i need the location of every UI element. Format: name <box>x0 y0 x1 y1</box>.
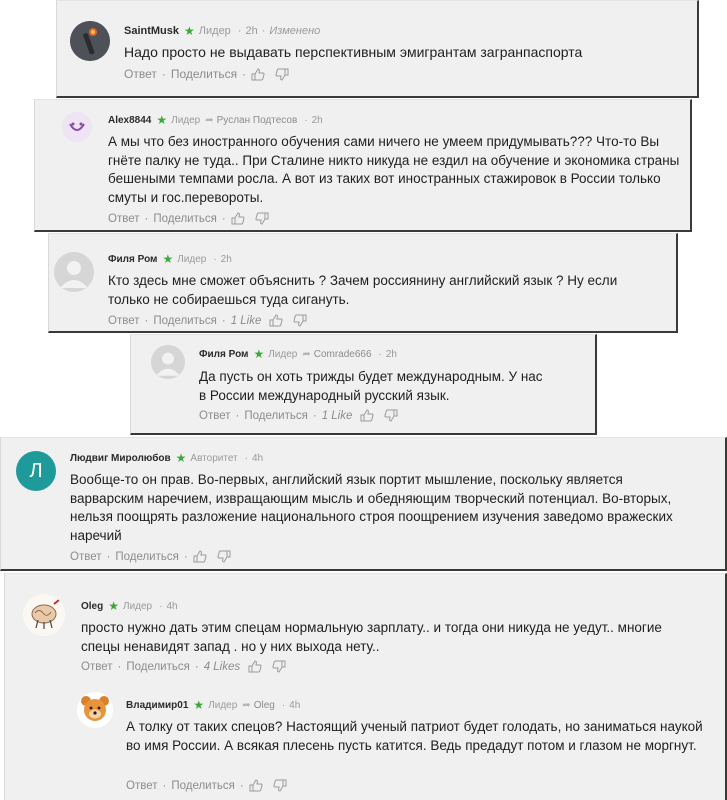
comment-actions <box>108 314 317 327</box>
separator-dot: · <box>106 550 111 563</box>
reply-button[interactable]: Ответ <box>126 779 158 792</box>
like-icon[interactable] <box>231 212 245 225</box>
timestamp[interactable]: 4h <box>251 452 264 464</box>
comment-actions <box>108 212 279 225</box>
reply-button[interactable]: Ответ <box>108 314 140 327</box>
comment-card <box>56 0 699 98</box>
separator-dot: · <box>242 67 247 81</box>
reply-button[interactable]: Ответ <box>108 212 140 225</box>
comment-card <box>0 437 727 571</box>
separator-dot: · <box>281 699 286 711</box>
avatar-image-icon <box>62 112 92 142</box>
separator-dot: · <box>144 314 149 327</box>
timestamp[interactable]: 2h <box>245 25 258 37</box>
reply-arrow-icon: ➦ <box>205 114 214 126</box>
separator-dot: · <box>162 779 167 792</box>
comment-header <box>126 698 300 712</box>
rank-label: Лидер <box>177 253 207 265</box>
separator-dot: · <box>213 253 217 265</box>
bear-avatar-icon <box>77 692 113 728</box>
comment-header <box>81 599 178 613</box>
edited-label: Изменено <box>269 25 321 37</box>
timestamp[interactable]: 2h <box>311 114 323 126</box>
comment-header <box>108 113 323 127</box>
share-button[interactable]: Поделиться <box>153 314 217 327</box>
share-button[interactable]: Поделиться <box>170 67 238 81</box>
author-name[interactable]: Филя Ром <box>108 253 158 265</box>
timestamp[interactable]: 2h <box>220 253 232 265</box>
rank-label: Лидер <box>208 699 238 711</box>
comment-card <box>4 573 727 800</box>
share-button[interactable]: Поделиться <box>171 779 235 792</box>
like-count[interactable]: 1 Like <box>230 314 262 327</box>
reply-button[interactable]: Ответ <box>70 550 102 563</box>
rank-label: Лидер <box>268 348 298 360</box>
star-icon: ★ <box>162 252 174 266</box>
separator-dot: · <box>235 409 240 422</box>
star-icon: ★ <box>193 698 205 712</box>
author-name[interactable]: Филя Ром <box>199 348 249 360</box>
comment-header <box>199 347 397 361</box>
separator-dot: · <box>194 660 199 673</box>
separator-dot: · <box>237 25 242 37</box>
comment-actions <box>124 67 299 81</box>
comment-actions <box>81 660 296 673</box>
default-avatar-icon <box>151 345 185 379</box>
like-icon[interactable] <box>249 779 263 792</box>
avatar[interactable] <box>62 112 92 142</box>
timestamp[interactable]: 4h <box>166 600 178 612</box>
comment-text: Вообще-то он прав. Во-первых, английский язык портит мышление, поскольку является варварским наречием, извращающим мысль и обедняющим творческий потенциал. Во-вторых, нельзя поощрять разложение национального строя поощрением изучения заведомо вражеских наречий <box>70 472 673 543</box>
author-name[interactable]: Владимир01 <box>126 699 189 711</box>
avatar[interactable] <box>16 451 56 491</box>
separator-dot: · <box>161 67 166 81</box>
like-count[interactable]: 4 Likes <box>203 660 241 673</box>
comment-header <box>108 252 232 266</box>
comment-card <box>48 233 678 333</box>
author-name[interactable]: Oleg <box>81 600 104 612</box>
share-button[interactable]: Поделиться <box>126 660 190 673</box>
comment-actions <box>126 779 297 792</box>
star-icon: ★ <box>108 599 119 613</box>
reply-arrow-icon: ➦ <box>242 699 251 711</box>
star-icon: ★ <box>253 347 265 361</box>
comment-text: просто нужно дать этим спецам нормальную зарплату.. и тогда они никуда не уедут.. многие спецы ненавидят запад . но у них выхода нету.. <box>81 620 662 654</box>
separator-dot: · <box>221 314 226 327</box>
separator-dot: · <box>159 600 163 612</box>
like-count[interactable]: 1 Like <box>321 409 353 422</box>
comment-header <box>70 451 263 465</box>
comment-card <box>130 334 597 435</box>
reply-to-user[interactable]: Руслан Подтесов <box>216 114 298 126</box>
avatar[interactable] <box>23 594 65 636</box>
comment-header <box>124 24 320 38</box>
comment-actions <box>199 409 408 422</box>
comment-text: А толку от таких спецов? Настоящий ученый патриот будет голодать, но заниматься наукой во имя России. А всякая плесень пусть катится. Ведь предадут потом и глазом не моргнут. <box>126 719 703 753</box>
share-button[interactable]: Поделиться <box>244 409 308 422</box>
rank-label: Лидер <box>171 114 201 126</box>
dislike-icon[interactable] <box>255 212 269 225</box>
avatar[interactable] <box>70 21 110 61</box>
comment-actions <box>70 550 241 563</box>
separator-dot: · <box>261 25 266 37</box>
comment-text: Кто здесь мне сможет объяснить ? Зачем россиянину английский язык ? Ну если только не собираешься туда сигануть. <box>108 273 618 307</box>
rank-label: Лидер <box>198 25 231 37</box>
author-name[interactable]: Людвиг Миролюбов <box>70 452 171 464</box>
timestamp[interactable]: 2h <box>385 348 397 360</box>
like-icon[interactable] <box>269 314 283 327</box>
share-button[interactable]: Поделиться <box>115 550 179 563</box>
star-icon: ★ <box>175 451 187 465</box>
reply-button[interactable]: Ответ <box>199 409 231 422</box>
like-icon[interactable] <box>248 660 262 673</box>
separator-dot: · <box>221 212 226 225</box>
separator-dot: · <box>144 212 149 225</box>
like-icon[interactable] <box>251 68 265 81</box>
separator-dot: · <box>304 114 308 126</box>
dislike-icon[interactable] <box>293 314 307 327</box>
separator-dot: · <box>117 660 122 673</box>
default-avatar-icon <box>54 252 94 292</box>
reply-button[interactable]: Ответ <box>124 67 157 81</box>
separator-dot: · <box>244 452 248 464</box>
avatar[interactable] <box>151 345 185 379</box>
like-icon[interactable] <box>193 550 207 563</box>
comment-text: Да пусть он хоть трижды будет международным. У нас в России международный русский язык. <box>199 369 543 403</box>
star-icon: ★ <box>156 113 168 127</box>
reply-to-user[interactable]: Oleg <box>253 699 275 711</box>
comment-text: А мы что без иностранного обучения сами ничего не умеем придумывать??? Что-то Вы гнёте палку не туда.. При Сталине никто никуда не ездил на обучение и экономика страны бешеными темпами росла. А вот из таких вот иностранных стажировок в России только смуты и гос.перевороты. <box>108 134 680 205</box>
dislike-icon[interactable] <box>384 409 398 422</box>
separator-dot: · <box>239 779 244 792</box>
rank-label: Лидер <box>123 600 153 612</box>
brain-avatar-icon <box>23 594 65 636</box>
reply-arrow-icon: ➦ <box>302 348 311 360</box>
comment-card <box>34 99 692 232</box>
timestamp[interactable]: 4h <box>289 699 301 711</box>
dislike-icon[interactable] <box>217 550 231 563</box>
dislike-icon[interactable] <box>275 68 289 81</box>
avatar[interactable] <box>77 692 113 728</box>
separator-dot: · <box>312 409 317 422</box>
separator-dot: · <box>378 348 382 360</box>
rank-label: Авторитет <box>190 452 238 464</box>
comment-text: Надо просто не выдавать перспективным эмигрантам загранпаспорта <box>124 44 583 60</box>
star-icon: ★ <box>184 24 195 38</box>
like-icon[interactable] <box>360 409 374 422</box>
author-name[interactable]: SaintMusk <box>124 25 180 37</box>
dislike-icon[interactable] <box>272 660 286 673</box>
reply-button[interactable]: Ответ <box>81 660 113 673</box>
reply-to-user[interactable]: Comrade666 <box>313 348 372 360</box>
dislike-icon[interactable] <box>273 779 287 792</box>
avatar-image-icon <box>70 21 110 61</box>
avatar[interactable] <box>54 252 94 292</box>
author-name[interactable]: Alex8844 <box>108 114 152 126</box>
separator-dot: · <box>183 550 188 563</box>
avatar-letter: Л <box>29 459 43 482</box>
share-button[interactable]: Поделиться <box>153 212 217 225</box>
